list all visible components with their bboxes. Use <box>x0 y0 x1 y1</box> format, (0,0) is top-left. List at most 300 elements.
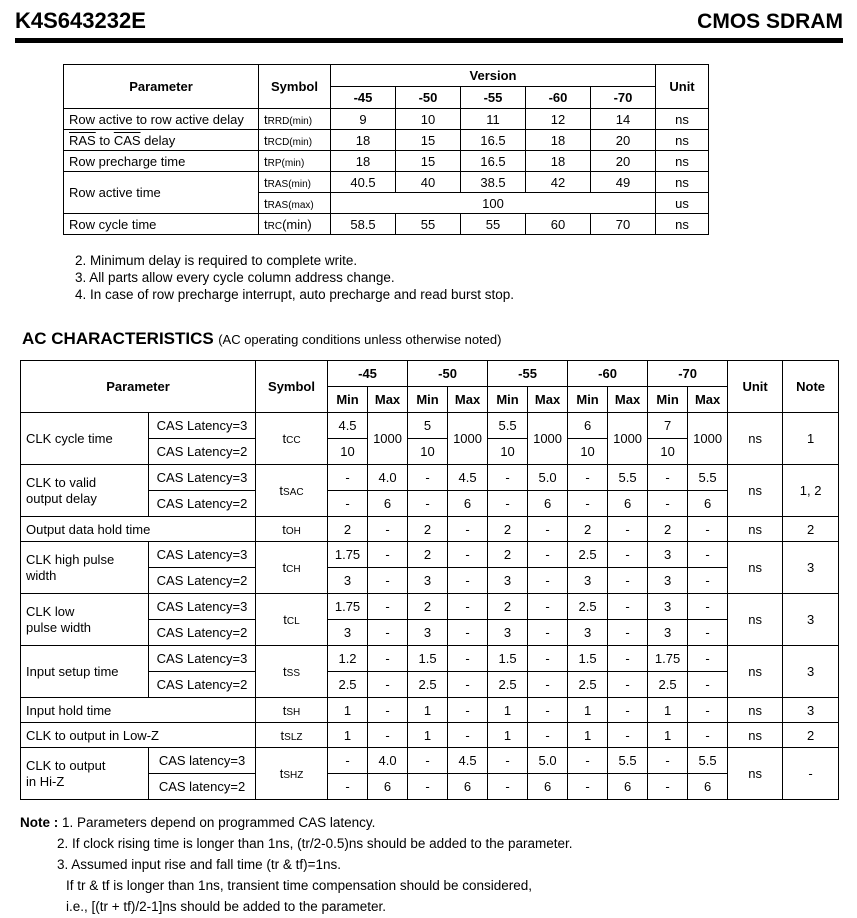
value-cell: - <box>688 620 728 646</box>
value-cell: - <box>368 517 408 542</box>
value-cell: - <box>688 542 728 568</box>
symbol-subscript: CH <box>286 564 301 575</box>
unit-cell: ns <box>656 130 709 151</box>
note-cell: 1 <box>783 413 839 465</box>
symbol-subscript: SLZ <box>284 731 303 743</box>
value-cell: - <box>608 594 648 620</box>
value-cell: - <box>688 672 728 698</box>
cas-latency-cell: CAS Latency=2 <box>149 620 256 646</box>
symbol-subscript: RRD <box>267 115 290 127</box>
value-cell: 2.5 <box>408 672 448 698</box>
value-cell: - <box>688 698 728 723</box>
value-cell: - <box>448 542 488 568</box>
symbol-cell <box>259 151 331 172</box>
parameter-cell: CLK cycle time <box>21 413 149 465</box>
note-line: i.e., [(tr + tf)/2-1]ns should be added to the parameter. <box>66 899 387 914</box>
cas-latency-cell: CAS Latency=3 <box>149 542 256 568</box>
symbol-paren: (min) <box>288 178 311 190</box>
value-cell: 2.5 <box>488 672 528 698</box>
value-cell: 16.5 <box>461 130 526 151</box>
symbol-cell <box>259 109 331 130</box>
value-cell: 40 <box>396 172 461 193</box>
note-line: Note : 1. Parameters depend on programmed CAS latency. <box>20 815 376 830</box>
timing-symbol: tRC(min) <box>264 216 312 232</box>
value-cell: - <box>608 646 648 672</box>
value-cell: - <box>608 698 648 723</box>
symbol-cell <box>259 214 331 235</box>
value-cell: - <box>408 465 448 491</box>
value-cell: 1 <box>408 723 448 748</box>
min-col-header: Min <box>408 387 448 413</box>
value-cell: - <box>608 517 648 542</box>
symbol-subscript: RCD <box>267 136 290 148</box>
value-cell: 6 <box>448 491 488 517</box>
cas-latency-cell: CAS Latency=3 <box>149 413 256 439</box>
value-cell: - <box>368 646 408 672</box>
value-cell: 5.0 <box>528 748 568 774</box>
value-cell: - <box>688 723 728 748</box>
version-col-header: -70 <box>591 87 656 109</box>
table-row <box>21 413 839 439</box>
parameter-text: Row precharge time <box>69 153 186 169</box>
timing-table-head <box>64 65 709 109</box>
timing-symbol: tCC <box>282 431 301 446</box>
table-row <box>64 109 709 130</box>
cas-latency-cell: CAS Latency=2 <box>149 672 256 698</box>
min-col-header: Min <box>648 387 688 413</box>
version-col-header: -60 <box>568 361 648 387</box>
value-cell: 2 <box>328 517 368 542</box>
value-cell: 3 <box>408 568 448 594</box>
symbol-subscript: SHZ <box>283 770 304 781</box>
value-cell: 5.5 <box>688 465 728 491</box>
unit-cell: ns <box>728 646 783 698</box>
value-cell: 70 <box>591 214 656 235</box>
version-col-header: -70 <box>648 361 728 387</box>
value-cell: - <box>448 646 488 672</box>
value-cell: 12 <box>526 109 591 130</box>
value-cell: 1 <box>568 698 608 723</box>
value-cell: - <box>368 568 408 594</box>
symbol-cell <box>256 723 328 748</box>
value-cell: 3 <box>648 594 688 620</box>
value-cell: 10 <box>568 439 608 465</box>
version-col-header: -50 <box>408 361 488 387</box>
value-cell: 1 <box>488 723 528 748</box>
value-cell: 20 <box>591 130 656 151</box>
value-cell: 4.0 <box>368 465 408 491</box>
value-cell: - <box>528 568 568 594</box>
value-cell: 18 <box>526 151 591 172</box>
parameter-cell: CLK low pulse width <box>21 594 149 646</box>
symbol-cell <box>256 517 328 542</box>
version-col-header: -55 <box>488 361 568 387</box>
symbol-subscript: CL <box>286 616 300 627</box>
parameter-text: Row active time <box>69 185 161 200</box>
timing-symbol: tCL <box>283 612 300 627</box>
value-cell: 3 <box>648 568 688 594</box>
ac-table-head <box>21 361 839 413</box>
value-cell: - <box>368 672 408 698</box>
value-cell: 1.75 <box>648 646 688 672</box>
note-line: 3. All parts allow every cycle column address change. <box>75 270 395 285</box>
timing-table-notes <box>75 252 514 303</box>
unit-cell: ns <box>728 698 783 723</box>
value-cell: 3 <box>408 620 448 646</box>
timing-symbol: tRRD(min) <box>264 111 313 127</box>
value-cell: 5.5 <box>608 748 648 774</box>
value-cell: - <box>448 672 488 698</box>
value-cell: 3 <box>648 620 688 646</box>
max-col-header: Max <box>448 387 488 413</box>
parameter-text: to <box>95 132 114 148</box>
value-cell: 58.5 <box>331 214 396 235</box>
min-col-header: Min <box>488 387 528 413</box>
parameter-cell: CLK to output in Low-Z <box>21 723 256 748</box>
parameter-cell <box>64 172 259 214</box>
value-cell: 1000 <box>448 413 488 465</box>
symbol-cell <box>256 698 328 723</box>
value-cell: 2 <box>408 594 448 620</box>
symbol-subscript: SS <box>286 668 300 679</box>
note-cell: 2 <box>783 723 839 748</box>
value-cell: - <box>568 748 608 774</box>
table-row <box>21 698 839 723</box>
version-col-header: -50 <box>396 87 461 109</box>
value-cell: 1000 <box>608 413 648 465</box>
value-cell: - <box>688 646 728 672</box>
symbol-subscript: RAS <box>267 199 289 211</box>
version-col-header: -55 <box>461 87 526 109</box>
note-cell: 3 <box>783 594 839 646</box>
value-cell: - <box>408 774 448 800</box>
symbol-subscript: OH <box>285 525 301 537</box>
symbol-subscript: RP <box>267 157 282 169</box>
value-cell: - <box>488 491 528 517</box>
value-cell: 3 <box>648 542 688 568</box>
parameter-cell <box>64 109 259 130</box>
symbol-subscript: SAC <box>283 487 304 498</box>
value-cell: 2 <box>408 542 448 568</box>
col-header-unit: Unit <box>728 361 783 413</box>
value-cell: - <box>448 723 488 748</box>
timing-symbol: tSS <box>283 664 300 679</box>
value-cell: 18 <box>331 151 396 172</box>
timing-symbol: tRAS(min) <box>264 174 311 190</box>
symbol-subscript: RAS <box>267 178 289 190</box>
value-cell: - <box>608 542 648 568</box>
value-cell: - <box>648 748 688 774</box>
value-cell: 10 <box>328 439 368 465</box>
parameter-cell: Input hold time <box>21 698 256 723</box>
unit-cell: ns <box>656 172 709 193</box>
table-row <box>21 465 839 491</box>
merged-value-cell: 100 <box>331 193 656 214</box>
col-header-version: Version <box>331 65 656 87</box>
symbol-cell <box>256 465 328 517</box>
note-cell: 3 <box>783 542 839 594</box>
ac-characteristics-table <box>20 360 839 800</box>
note-line: 4. In case of row precharge interrupt, auto precharge and read burst stop. <box>75 287 515 302</box>
value-cell: - <box>528 646 568 672</box>
value-cell: 18 <box>526 130 591 151</box>
table-row <box>64 151 709 172</box>
version-col-header: -60 <box>526 87 591 109</box>
timing-symbol: tSLZ <box>280 727 303 743</box>
symbol-cell <box>256 748 328 800</box>
value-cell: 5.5 <box>608 465 648 491</box>
value-cell: - <box>488 748 528 774</box>
value-cell: - <box>328 465 368 491</box>
value-cell: - <box>448 568 488 594</box>
value-cell: 1000 <box>528 413 568 465</box>
value-cell: 18 <box>331 130 396 151</box>
parameter-text: Row active to row active delay <box>69 111 244 127</box>
value-cell: 6 <box>528 491 568 517</box>
value-cell: 3 <box>488 620 528 646</box>
timing-symbol: tRP(min) <box>264 153 305 169</box>
value-cell: - <box>488 774 528 800</box>
value-cell: 5 <box>408 413 448 439</box>
value-cell: 2 <box>488 517 528 542</box>
value-cell: 1.5 <box>488 646 528 672</box>
note-cell: 3 <box>783 698 839 723</box>
value-cell: 6 <box>608 774 648 800</box>
value-cell: 4.5 <box>448 465 488 491</box>
unit-cell: ns <box>728 594 783 646</box>
value-cell: - <box>448 620 488 646</box>
value-cell: 3 <box>328 620 368 646</box>
value-cell: 2 <box>488 594 528 620</box>
symbol-paren: (min) <box>289 136 313 148</box>
value-cell: 6 <box>568 413 608 439</box>
value-cell: - <box>448 517 488 542</box>
col-header-symbol: Symbol <box>256 361 328 413</box>
value-cell: 6 <box>688 491 728 517</box>
unit-cell: us <box>656 193 709 214</box>
value-cell: - <box>608 620 648 646</box>
value-cell: 15 <box>396 130 461 151</box>
value-cell: - <box>528 672 568 698</box>
value-cell: 1.5 <box>408 646 448 672</box>
value-cell: 10 <box>648 439 688 465</box>
cas-latency-cell: CAS Latency=3 <box>149 646 256 672</box>
max-col-header: Max <box>688 387 728 413</box>
value-cell: 1 <box>328 698 368 723</box>
table-row <box>64 214 709 235</box>
unit-cell: ns <box>656 109 709 130</box>
ac-table-notes <box>20 812 573 917</box>
value-cell: 2 <box>488 542 528 568</box>
value-cell: 6 <box>368 774 408 800</box>
col-header-unit: Unit <box>656 65 709 109</box>
symbol-cell <box>259 172 331 193</box>
value-cell: - <box>328 774 368 800</box>
value-cell: 6 <box>368 491 408 517</box>
table-row <box>21 748 839 774</box>
table-row <box>21 594 839 620</box>
symbol-cell <box>256 594 328 646</box>
value-cell: 20 <box>591 151 656 172</box>
symbol-paren: (min) <box>282 216 312 232</box>
value-cell: - <box>688 517 728 542</box>
value-cell: 49 <box>591 172 656 193</box>
value-cell: - <box>528 542 568 568</box>
value-cell: 1.5 <box>568 646 608 672</box>
value-cell: 3 <box>328 568 368 594</box>
min-col-header: Min <box>568 387 608 413</box>
note-cell: 2 <box>783 517 839 542</box>
table-row <box>21 646 839 672</box>
version-col-header: -45 <box>328 361 408 387</box>
value-cell: 10 <box>488 439 528 465</box>
value-cell: - <box>608 568 648 594</box>
table-row <box>21 517 839 542</box>
value-cell: - <box>528 517 568 542</box>
value-cell: 2.5 <box>648 672 688 698</box>
note-line: If tr & tf is longer than 1ns, transient time compensation should be considered, <box>66 878 533 893</box>
value-cell: 1 <box>568 723 608 748</box>
value-cell: - <box>408 748 448 774</box>
parameter-text: delay <box>140 132 176 148</box>
col-header-parameter: Parameter <box>64 65 259 109</box>
value-cell: 7 <box>648 413 688 439</box>
page-header <box>15 8 843 34</box>
parameter-cell <box>64 214 259 235</box>
value-cell: 15 <box>396 151 461 172</box>
timing-symbol: tSAC <box>279 483 304 498</box>
value-cell: - <box>368 542 408 568</box>
col-header-symbol: Symbol <box>259 65 331 109</box>
value-cell: 9 <box>331 109 396 130</box>
table-row <box>64 130 709 151</box>
cas-latency-cell: CAS Latency=3 <box>149 594 256 620</box>
value-cell: 3 <box>568 568 608 594</box>
value-cell: 4.0 <box>368 748 408 774</box>
section-subtitle: (AC operating conditions unless otherwise noted) <box>218 332 502 347</box>
value-cell: 4.5 <box>328 413 368 439</box>
value-cell: 6 <box>528 774 568 800</box>
cas-latency-cell: CAS Latency=2 <box>149 568 256 594</box>
product-family: CMOS SDRAM <box>697 10 843 33</box>
value-cell: 1 <box>328 723 368 748</box>
value-cell: 5.0 <box>528 465 568 491</box>
value-cell: 60 <box>526 214 591 235</box>
col-header-note: Note <box>783 361 839 413</box>
table-row <box>64 172 709 193</box>
symbol-paren: (max) <box>288 199 314 211</box>
value-cell: 55 <box>396 214 461 235</box>
value-cell: - <box>528 594 568 620</box>
value-cell: - <box>368 698 408 723</box>
value-cell: 40.5 <box>331 172 396 193</box>
note-cell: 1, 2 <box>783 465 839 517</box>
value-cell: - <box>528 698 568 723</box>
value-cell: - <box>368 620 408 646</box>
unit-cell: ns <box>728 748 783 800</box>
symbol-subscript: SH <box>286 706 301 718</box>
value-cell: 1.75 <box>328 594 368 620</box>
header-rule <box>15 38 843 43</box>
value-cell: - <box>648 491 688 517</box>
value-cell: - <box>448 594 488 620</box>
value-cell: - <box>488 465 528 491</box>
value-cell: - <box>328 491 368 517</box>
value-cell: 1.2 <box>328 646 368 672</box>
parameter-cell: Output data hold time <box>21 517 256 542</box>
unit-cell: ns <box>656 214 709 235</box>
value-cell: 1 <box>648 698 688 723</box>
timing-table-body <box>64 109 709 235</box>
note-line: 3. Assumed input rise and fall time (tr & tf)=1ns. <box>57 857 342 872</box>
value-cell: 5.5 <box>488 413 528 439</box>
symbol-cell <box>259 130 331 151</box>
unit-cell: ns <box>656 151 709 172</box>
value-cell: - <box>328 748 368 774</box>
table-row <box>21 542 839 568</box>
value-cell: - <box>568 465 608 491</box>
min-col-header: Min <box>328 387 368 413</box>
note-cell: 3 <box>783 646 839 698</box>
value-cell: - <box>408 491 448 517</box>
value-cell: 11 <box>461 109 526 130</box>
value-cell: - <box>528 723 568 748</box>
parameter-cell <box>64 151 259 172</box>
symbol-cell <box>256 413 328 465</box>
version-col-header: -45 <box>331 87 396 109</box>
value-cell: 55 <box>461 214 526 235</box>
overline-text: $\overline{RAS}$ <box>69 132 96 148</box>
unit-cell: ns <box>728 517 783 542</box>
parameter-cell: Input setup time <box>21 646 149 698</box>
value-cell: 2.5 <box>568 672 608 698</box>
value-cell: 1000 <box>688 413 728 465</box>
symbol-cell <box>256 646 328 698</box>
value-cell: 16.5 <box>461 151 526 172</box>
value-cell: - <box>568 491 608 517</box>
symbol-subscript: RC <box>267 220 283 232</box>
max-col-header: Max <box>608 387 648 413</box>
value-cell: 2.5 <box>328 672 368 698</box>
parameter-text: Row cycle time <box>69 216 157 232</box>
value-cell: - <box>528 620 568 646</box>
parameter-cell: CLK high pulse width <box>21 542 149 594</box>
symbol-subscript: CC <box>286 435 301 446</box>
unit-cell: ns <box>728 542 783 594</box>
col-header-parameter: Parameter <box>21 361 256 413</box>
value-cell: 6 <box>688 774 728 800</box>
value-cell: - <box>608 672 648 698</box>
value-cell: 2 <box>408 517 448 542</box>
timing-symbol: tRCD(min) <box>264 132 313 148</box>
parameter-cell: CLK to output in Hi-Z <box>21 748 149 800</box>
unit-cell: ns <box>728 413 783 465</box>
value-cell: 5.5 <box>688 748 728 774</box>
value-cell: - <box>568 774 608 800</box>
value-cell: 2 <box>568 517 608 542</box>
symbol-paren: (min) <box>289 115 313 127</box>
note-cell: - <box>783 748 839 800</box>
value-cell: 1000 <box>368 413 408 465</box>
value-cell: 38.5 <box>461 172 526 193</box>
max-col-header: Max <box>528 387 568 413</box>
timing-symbol: tSHZ <box>279 766 304 781</box>
value-cell: 10 <box>408 439 448 465</box>
overline-text: $\overline{CAS}$ <box>113 132 141 148</box>
value-cell: 1 <box>408 698 448 723</box>
note-line: 2. If clock rising time is longer than 1ns, (tr/2-0.5)ns should be added to the parameter. <box>57 836 573 851</box>
value-cell: - <box>688 594 728 620</box>
